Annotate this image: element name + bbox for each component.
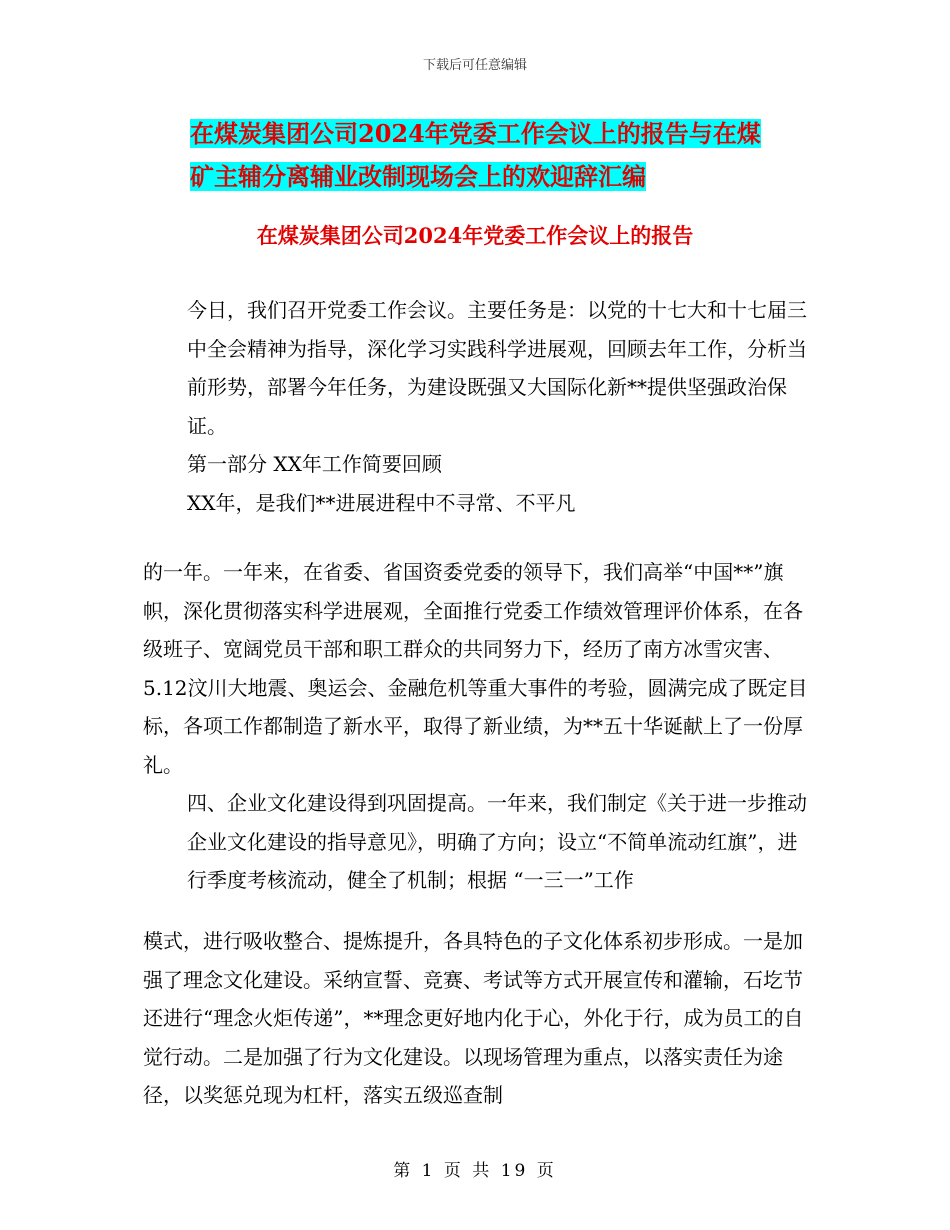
paragraph-review-continued: 的一年。一年来，在省委、省国资委党委的领导下，我们高举“中国**”旗帜，深化贯彻落实科学进展观，全面推行党委工作绩效管理评价体系，在各级班子、宽阔党员干部和职工群众的共同努力下，经历了南方冰雪灾害、5.12汶川大地震、奥运会、金融危机等重大事件的考验，圆满完成了既定目标，各项工作都制造了新水平，取得了新业绩，为**五十华诞献上了一份厚礼。 <box>143 560 808 777</box>
document-title-line-1: 在煤炭集团公司2024年党委工作会议上的报告与在煤 <box>190 119 761 148</box>
document-title-line-2: 矿主辅分离辅业改制现场会上的欢迎辞汇编 <box>190 162 646 191</box>
paragraph-culture-continued: 模式，进行吸收整合、提炼提升，各具特色的子文化体系初步形成。一是加强了理念文化建设。采纳宣誓、竞赛、考试等方式开展宣传和灌输，石圪节还进行“理念火炬传递”，**理念更好地内化于心，外化于行，成为员工的自觉行动。二是加强了行为文化建设。以现场管理为重点，以落实责任为途径，以奖惩兑现为杠杆，落实五级巡查制 <box>143 929 804 1107</box>
section-title: 在煤炭集团公司2024年党委工作会议上的报告 <box>256 223 694 248</box>
text-block-1 <box>143 291 808 522</box>
paragraph-review-start: XX年，是我们**进展进程中不寻常、不平凡 <box>187 490 576 515</box>
text-block-3 <box>143 922 808 1115</box>
paragraph-culture: 四、企业文化建设得到巩固提高。一年来，我们制定《关于进一步推动企业文化建设的指导意见》，明确了方向；设立“不简单流动红旗”，进行季度考核流动，健全了机制；根据 “一三一”工作 <box>187 791 807 892</box>
paragraph-part-heading: 第一部分 XX年工作简要回顾 <box>187 452 442 476</box>
header-note: 下载后可任意编辑 <box>422 58 527 73</box>
page-number: 第 1 页 共 19 页 <box>393 1161 557 1181</box>
text-block-2 <box>143 553 808 900</box>
paragraph-opening: 今日，我们召开党委工作会议。主要任务是：以党的十七大和十七届三中全会精神为指导，深化学习实践科学进展观，回顾去年工作，分析当前形势，部署今年任务，为建设既强又大国际化新**提供坚强政治保证。 <box>187 298 807 438</box>
document-title <box>190 112 850 198</box>
